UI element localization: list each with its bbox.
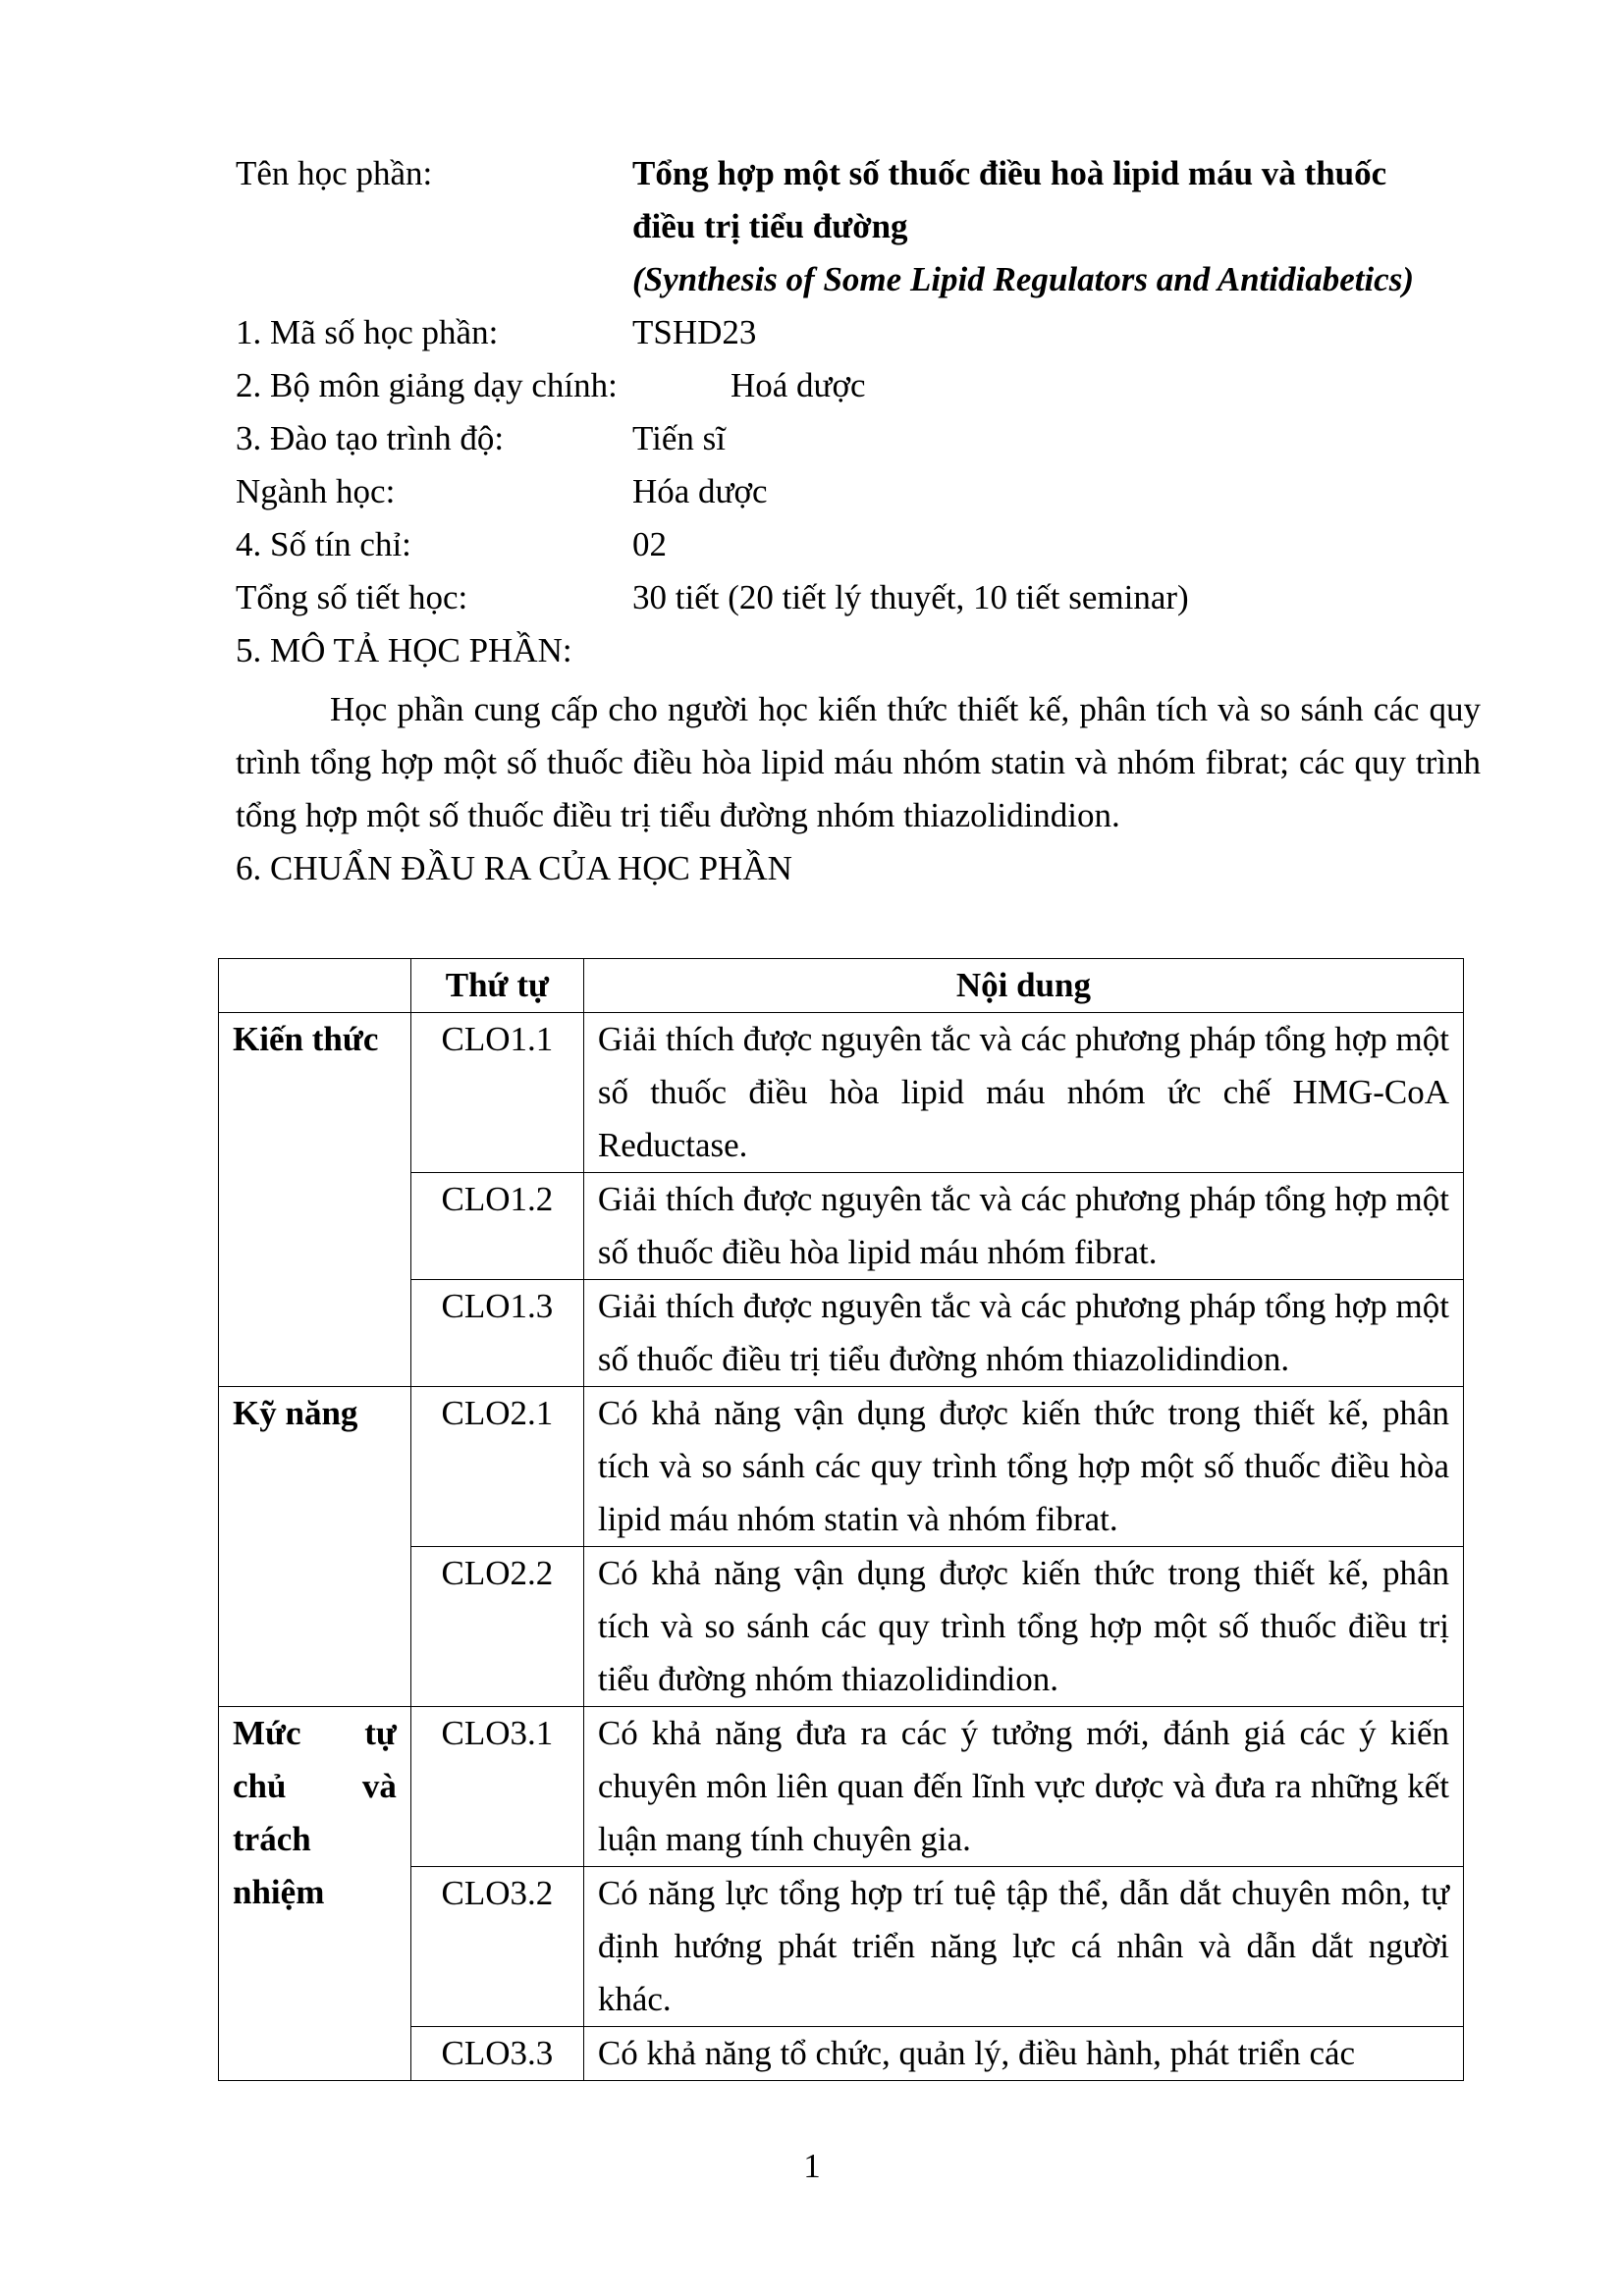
outcome-code: CLO2.2 <box>410 1547 583 1707</box>
table-row <box>219 1013 1464 1173</box>
outcome-code: CLO3.2 <box>410 1867 583 2027</box>
outcome-text: Có khả năng đưa ra các ý tưởng mới, đánh giá các ý kiến chuyên môn liên quan đến lĩnh vực dược và đưa ra những kết luận mang tính chuyên gia. <box>583 1707 1463 1867</box>
major-row <box>236 465 1492 518</box>
header-order: Thứ tự <box>410 959 583 1013</box>
outcome-code: CLO1.3 <box>410 1280 583 1387</box>
outcome-code: CLO1.1 <box>410 1013 583 1173</box>
level-value: Tiến sĩ <box>632 419 727 457</box>
category-cell <box>219 1387 411 1707</box>
credits-value: 02 <box>632 525 667 563</box>
outcome-text: Giải thích được nguyên tắc và các phương pháp tổng hợp một số thuốc điều trị tiểu đường nhóm thiazolidindion. <box>583 1280 1463 1387</box>
category-cell <box>219 1707 411 2081</box>
course-code-row <box>236 306 1492 359</box>
outcome-text: Có năng lực tổng hợp trí tuệ tập thể, dẫn dắt chuyên môn, tự định hướng phát triển năng lực cá nhân và dẫn dắt người khác. <box>583 1867 1463 2027</box>
description-heading: 5. MÔ TẢ HỌC PHẦN: <box>236 631 572 669</box>
outcome-code: CLO2.1 <box>410 1387 583 1547</box>
outcome-text: Giải thích được nguyên tắc và các phương pháp tổng hợp một số thuốc điều hòa lipid máu nhóm fibrat. <box>583 1173 1463 1280</box>
category-label-line: Kiến thức <box>233 1020 379 1058</box>
hours-value: 30 tiết (20 tiết lý thuyết, 10 tiết seminar) <box>632 578 1189 616</box>
department-label: 2. Bộ môn giảng dạy chính: <box>236 366 618 404</box>
category-label-line: chủ và <box>233 1767 397 1805</box>
category-cell <box>219 1013 411 1387</box>
major-value: Hóa dược <box>632 472 768 510</box>
category-label-line: trách <box>233 1820 311 1858</box>
credits-row <box>236 518 1492 571</box>
major-label: Ngành học: <box>236 472 396 510</box>
category-label-line: nhiệm <box>233 1873 325 1911</box>
outcome-text: Giải thích được nguyên tắc và các phương pháp tổng hợp một số thuốc điều hòa lipid máu nhóm ức chế HMG-CoA Reductase. <box>583 1013 1463 1173</box>
outcome-code: CLO3.1 <box>410 1707 583 1867</box>
table-row <box>219 1707 1464 1867</box>
table-row <box>219 1387 1464 1547</box>
outcomes-table-body <box>219 1013 1464 2081</box>
course-name-en-row <box>236 253 1492 306</box>
hours-label: Tổng số tiết học: <box>236 578 468 616</box>
course-code-value: TSHD23 <box>632 313 757 351</box>
header-content: Nội dung <box>583 959 1463 1013</box>
level-label: 3. Đào tạo trình độ: <box>236 419 505 457</box>
outcome-text: Có khả năng tổ chức, quản lý, điều hành, phát triển các <box>583 2027 1463 2081</box>
page-number: 1 <box>803 2147 821 2185</box>
category-label-line: Kỹ năng <box>233 1394 358 1432</box>
course-name-row <box>236 147 1492 200</box>
description-heading-row <box>236 624 1492 677</box>
course-name-row-2 <box>236 200 1492 253</box>
outcome-code: CLO1.2 <box>410 1173 583 1280</box>
header-empty-cell <box>219 959 411 1013</box>
course-name-vi-line2: điều trị tiểu đường <box>632 207 908 245</box>
hours-row <box>236 571 1492 624</box>
course-name-en: (Synthesis of Some Lipid Regulators and Antidiabetics) <box>632 260 1414 298</box>
description-text: Học phần cung cấp cho người học kiến thức thiết kế, phân tích và so sánh các quy trình tổng hợp một số thuốc điều hòa lipid máu nhóm statin và nhóm fibrat; các quy trình tổng hợp một số thuốc điều trị tiểu đường nhóm thiazolidindion. <box>236 690 1481 834</box>
level-row <box>236 412 1492 465</box>
outcomes-heading: 6. CHUẨN ĐẦU RA CỦA HỌC PHẦN <box>236 849 792 887</box>
outcome-code: CLO3.3 <box>410 2027 583 2081</box>
department-value: Hoá dược <box>731 366 866 404</box>
credits-label: 4. Số tín chỉ: <box>236 525 411 563</box>
outcome-text: Có khả năng vận dụng được kiến thức trong thiết kế, phân tích và so sánh các quy trình tổng hợp một số thuốc điều hòa lipid máu nhóm statin và nhóm fibrat. <box>583 1387 1463 1547</box>
table-header-row <box>219 959 1464 1013</box>
course-name-label: Tên học phần: <box>236 154 433 192</box>
course-info <box>236 147 1492 677</box>
course-code-label: 1. Mã số học phần: <box>236 313 499 351</box>
category-label-line: Mức tự <box>233 1714 397 1752</box>
department-row <box>236 359 1492 412</box>
outcome-text: Có khả năng vận dụng được kiến thức trong thiết kế, phân tích và so sánh các quy trình tổng hợp một số thuốc điều trị tiểu đường nhóm thiazolidindion. <box>583 1547 1463 1707</box>
course-name-vi-line1: Tổng hợp một số thuốc điều hoà lipid máu và thuốc <box>632 154 1387 192</box>
outcomes-table <box>218 958 1464 2081</box>
